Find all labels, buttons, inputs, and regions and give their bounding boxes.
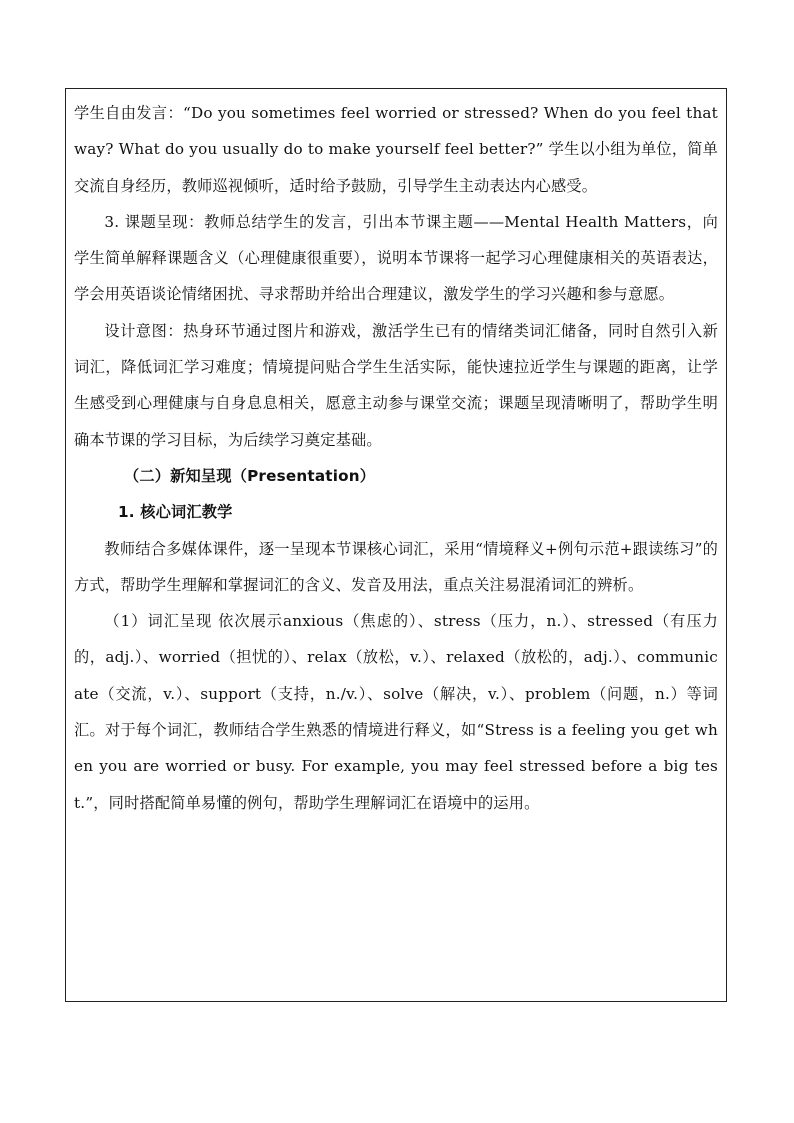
topic-presentation-paragraph: 3. 课题呈现：教师总结学生的发言，引出本节课主题——Mental Health Matters，向学生简单解释课题含义（心理健康很重要），说明本节课将一起学习心理健康相关的英语表达，学会用英语谈论情绪困扰、寻求帮助并给出合理建议，激发学生的学习兴趣和参与意愿。 [74,212,718,304]
lesson-plan-table-cell [65,88,727,1002]
subsection-heading-core-vocabulary: 1. 核心词汇教学 [118,503,233,522]
vocabulary-presentation-paragraph: （1）词汇呈现 依次展示anxious（焦虑的）、stress（压力，n.）、stressed（有压力的，adj.）、worried（担忧的）、relax（放松，v.）、relaxed（放松的，adj.）、communicate（交流，v.）、support（支持，n./v.）、solve（解决，v.）、problem（问题，n.）等词汇。对于每个词汇，教师结合学生熟悉的情境进行释义，如“Stress is a feeling you get when you are worried or busy. For example, you may feel stressed before a big test.”，同时搭配简单易懂的例句，帮助学生理解词汇在语境中的运用。 [74,612,718,812]
student-speech-paragraph: 学生自由发言：“Do you sometimes feel worried or stressed? When do you feel that way? What do you usually do to make yourself feel better?” 学生以小组为单位，简单交流自身经历，教师巡视倾听，适时给予鼓励，引导学生主动表达内心感受。 [74,104,718,195]
design-intent-paragraph: 设计意图：热身环节通过图片和游戏，激活学生已有的情绪类词汇储备，同时自然引入新词汇，降低词汇学习难度；情境提问贴合学生生活实际，能快速拉近学生与课题的距离，让学生感受到心理健康与自身息息相关，愿意主动参与课堂交流；课题呈现清晰明了，帮助学生明确本节课的学习目标，为后续学习奠定基础。 [74,321,718,449]
section-heading-presentation: （二）新知呈现（Presentation） [124,466,376,485]
vocabulary-method-paragraph: 教师结合多媒体课件，逐一呈现本节课核心词汇，采用“情境释义+例句示范+跟读练习”的方式，帮助学生理解和掌握词汇的含义、发音及用法，重点关注易混淆词汇的辨析。 [74,539,718,594]
